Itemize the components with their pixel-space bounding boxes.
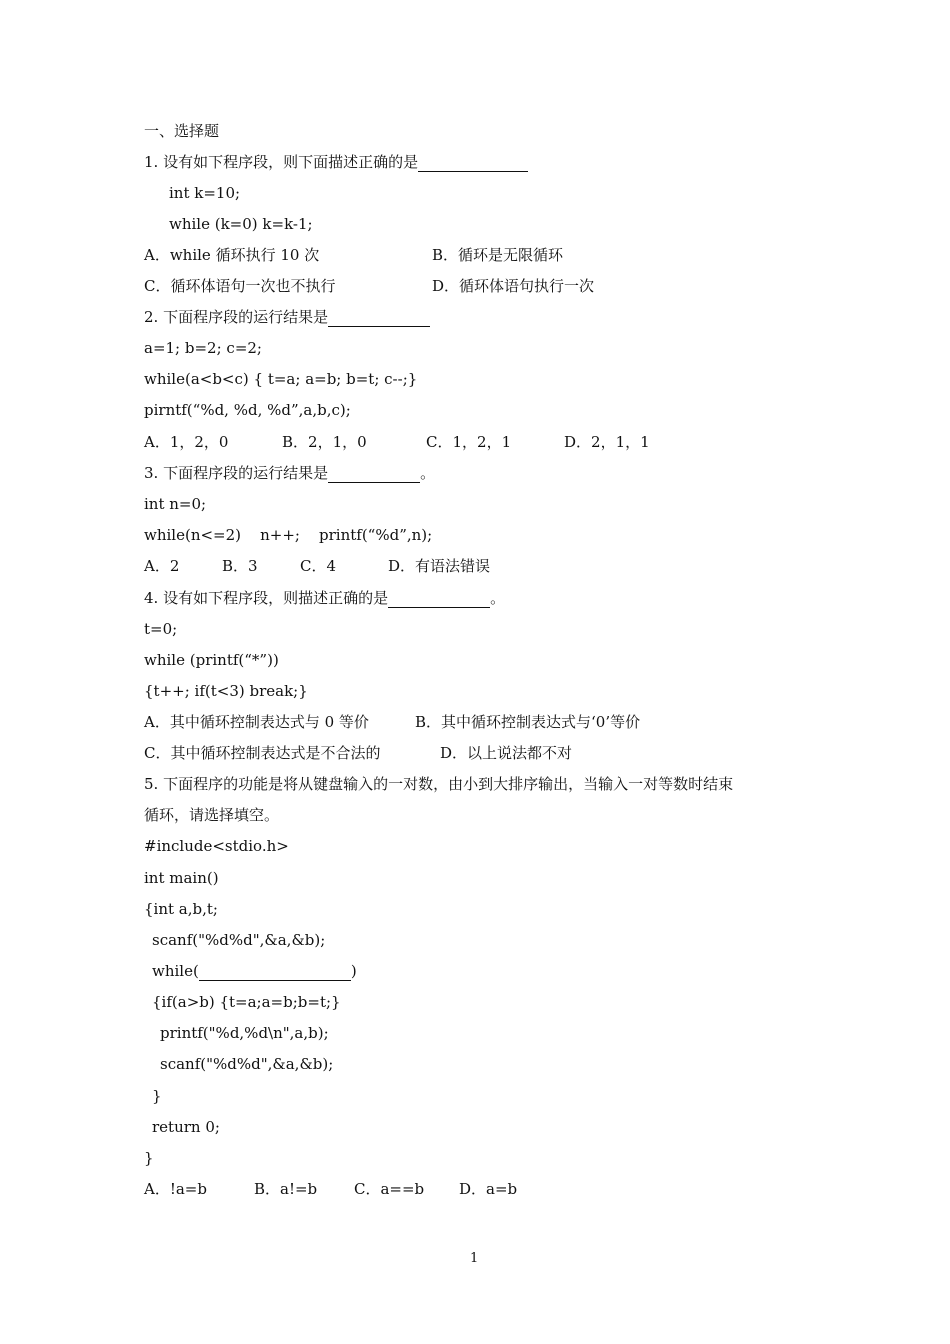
question-5-option-a: A．!a=b [144, 1180, 207, 1198]
code-line: printf("%d,%d\n",a,b); [160, 1024, 329, 1042]
question-5-option-c: C．a==b [354, 1180, 425, 1198]
question-2-option-b: B．2，1，0 [282, 433, 367, 451]
question-1-option-c: C．循环体语句一次也不执行 [144, 277, 336, 295]
code-line: int k=10; [169, 184, 241, 202]
question-2-stem [144, 307, 430, 327]
question-4-option-a: A．其中循环控制表达式与 0 等价 [144, 713, 369, 731]
code-line: scanf("%d%d",&a,&b); [160, 1055, 334, 1073]
code-line: } [144, 1149, 154, 1167]
code-line: t=0; [144, 620, 178, 638]
question-3-stem [144, 463, 435, 483]
code-line-while [152, 961, 357, 981]
code-while-close: ) [350, 962, 357, 980]
question-1-option-a: A．while 循环执行 10 次 [144, 246, 320, 264]
question-2-stem-text: 2. 下面程序段的运行结果是 [144, 308, 329, 326]
question-4-option-c: C．其中循环控制表达式是不合法的 [144, 744, 381, 762]
code-line: {if(a>b) {t=a;a=b;b=t;} [152, 993, 341, 1011]
question-1-option-d: D．循环体语句执行一次 [432, 277, 595, 295]
code-line: return 0; [152, 1118, 220, 1136]
question-4-option-d: D．以上说法都不对 [440, 744, 573, 762]
code-line: {int a,b,t; [144, 900, 218, 918]
answer-blank-4 [388, 591, 490, 608]
code-line: int main() [144, 869, 219, 887]
code-line: {t++; if(t<3) break;} [144, 682, 308, 700]
question-5-option-d: D．a=b [459, 1180, 518, 1198]
code-line: } [152, 1087, 162, 1105]
code-line: while(a<b<c) { t=a; a=b; b=t; c--;} [144, 370, 418, 388]
question-1-stem-text: 1. 设有如下程序段，则下面描述正确的是 [144, 153, 419, 171]
question-4-option-b: B．其中循环控制表达式与‘0’等价 [415, 713, 641, 731]
code-line: while(n<=2) n++; printf(“%d”,n); [144, 526, 433, 544]
code-line: while (printf(“*”)) [144, 651, 279, 669]
answer-blank-2 [328, 310, 430, 327]
question-3-option-b: B．3 [222, 557, 258, 575]
page-number: 1 [470, 1251, 479, 1266]
answer-blank-5 [199, 964, 351, 981]
question-4-stem [144, 588, 505, 608]
question-3-option-a: A．2 [144, 557, 180, 575]
question-2-option-d: D．2，1，1 [564, 433, 650, 451]
question-5-stem-line-2: 循环，请选择填空。 [144, 806, 280, 824]
code-line: #include<stdio.h> [144, 837, 289, 855]
question-1-stem [144, 152, 528, 172]
question-2-option-c: C．1，2，1 [426, 433, 512, 451]
code-while-open: while( [152, 962, 199, 980]
answer-blank-1 [418, 155, 528, 172]
section-title: 一、选择题 [144, 122, 220, 140]
question-4-stem-end: 。 [490, 589, 506, 607]
code-line: while (k=0) k=k-1; [169, 215, 313, 233]
question-3-stem-text: 3. 下面程序段的运行结果是 [144, 464, 329, 482]
code-line: scanf("%d%d",&a,&b); [152, 931, 326, 949]
question-3-stem-end: 。 [420, 464, 436, 482]
code-line: pirntf(“%d, %d, %d”,a,b,c); [144, 401, 351, 419]
answer-blank-3 [328, 466, 420, 483]
question-5-stem: 5. 下面程序的功能是将从键盘输入的一对数，由小到大排序输出，当输入一对等数时结束 [144, 775, 734, 793]
question-4-stem-text: 4. 设有如下程序段，则描述正确的是 [144, 589, 389, 607]
question-5-option-b: B．a!=b [254, 1180, 318, 1198]
question-1-option-b: B．循环是无限循环 [432, 246, 564, 264]
code-line: a=1; b=2; c=2; [144, 339, 262, 357]
question-2-option-a: A．1，2，0 [144, 433, 229, 451]
question-3-option-d: D．有语法错误 [388, 557, 491, 575]
code-line: int n=0; [144, 495, 207, 513]
question-3-option-c: C．4 [300, 557, 337, 575]
